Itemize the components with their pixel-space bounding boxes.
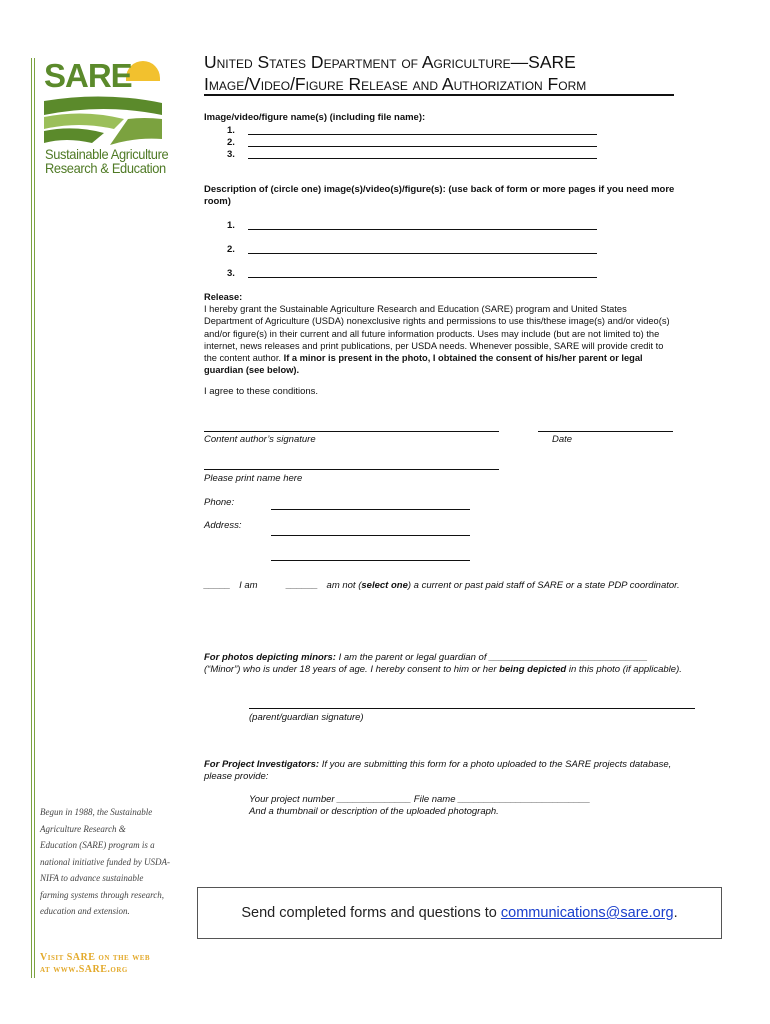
- minors-line-2: (“Minor”) who is under 18 years of age. I hereby consent to him or her being depicted in this photo (if applicable).: [204, 664, 682, 675]
- description-item-number: 1.: [227, 220, 235, 231]
- agree-text: I agree to these conditions.: [204, 386, 319, 397]
- minors-heading: For photos depicting minors:: [204, 652, 336, 663]
- release-line: Department of Agriculture (USDA) nonexclusive rights and permissions to use this/these image(s) and/or video(s): [204, 316, 670, 327]
- am-not-blank[interactable]: ______: [286, 580, 318, 591]
- name-field-1[interactable]: [248, 134, 597, 135]
- phone-field[interactable]: [271, 509, 470, 510]
- i-am-blank[interactable]: _____: [204, 580, 231, 591]
- title-rule: [204, 94, 674, 96]
- field-rows-icon: [44, 93, 162, 153]
- release-minor-consent: If a minor is present in the photo, I obtained the consent of his/her parent or legal: [283, 353, 643, 364]
- investigators-line-2: please provide:: [204, 771, 269, 782]
- name-item-number: 1.: [227, 125, 235, 136]
- guardian-signature-field[interactable]: [249, 708, 695, 709]
- title-line-1: United States Department of Agriculture—SARE: [204, 52, 576, 72]
- sare-logo: [44, 57, 174, 176]
- thumbnail-note: And a thumbnail or description of the uploaded photograph.: [249, 806, 499, 817]
- form-title: [204, 51, 674, 95]
- description-field-1[interactable]: [248, 229, 597, 230]
- description-item-number: 2.: [227, 244, 235, 255]
- am-not-label: am not (: [326, 580, 362, 591]
- print-name-field[interactable]: [204, 469, 499, 470]
- email-link[interactable]: communications@sare.org: [500, 905, 674, 921]
- print-name-label: Please print name here: [204, 473, 303, 484]
- name-item-number: 3.: [227, 149, 235, 160]
- staff-statement: [204, 580, 680, 592]
- visit-sare-link[interactable]: Visit SARE on the web at www.SARE.org: [40, 952, 151, 975]
- release-line: the content author.: [204, 353, 284, 364]
- project-number-file-name[interactable]: Your project number ______________ File name _________________________: [249, 794, 591, 805]
- name-item-number: 2.: [227, 137, 235, 148]
- title-line-2: Image/Video/Figure Release and Authorization Form: [204, 74, 587, 94]
- i-am-label: I am: [239, 580, 258, 591]
- description-label-cont: room): [204, 196, 231, 207]
- being-depicted: being depicted: [499, 664, 567, 675]
- send-instructions: Send completed forms and questions to communications@sare.org.: [241, 905, 678, 921]
- logo-wordmark: SARE: [44, 57, 132, 94]
- guardian-signature-label: (parent/guardian signature): [249, 712, 364, 723]
- description-label: Description of (circle one) image(s)/video(s)/figure(s): (use back of form or more pages if you need more: [204, 184, 675, 195]
- name-field-3[interactable]: [248, 158, 597, 159]
- description-field-3[interactable]: [248, 277, 597, 278]
- release-minor-consent-end: guardian (see below).: [204, 365, 300, 376]
- name-field-2[interactable]: [248, 146, 597, 147]
- names-label: Image/video/figure name(s) (including file name):: [204, 112, 426, 123]
- release-line: and/or figure(s) in their current and all future information products. Uses may include (but are not limited to) the: [204, 328, 660, 339]
- release-line: internet, news releases and print publications, per USDA needs. Whenever possible, SARE will provide credit to: [204, 340, 664, 351]
- release-heading: Release:: [204, 292, 243, 302]
- address-field-1[interactable]: [271, 535, 470, 536]
- logo-tagline: Sustainable Agriculture Research & Education: [45, 146, 169, 176]
- address-label: Address:: [204, 520, 242, 531]
- description-item-number: 3.: [227, 268, 235, 279]
- phone-label: Phone:: [204, 497, 235, 508]
- date-label: Date: [552, 434, 573, 445]
- send-instructions-box: [197, 887, 722, 939]
- staff-rest: ) a current or past paid staff of SARE or a state PDP coordinator.: [407, 580, 680, 591]
- author-signature-field[interactable]: [204, 431, 499, 432]
- author-signature-label: Content author’s signature: [204, 434, 316, 445]
- investigators-heading: For Project Investigators:: [204, 759, 320, 770]
- date-field[interactable]: [538, 431, 673, 432]
- address-field-2[interactable]: [271, 560, 470, 561]
- minors-line-1: For photos depicting minors: I am the parent or legal guardian of ______________________________: [204, 652, 648, 663]
- select-one-label: select one: [361, 580, 408, 591]
- investigators-line-1: For Project Investigators: If you are submitting this form for a photo uploaded to the SARE projects database,: [204, 759, 672, 770]
- sidebar-rule: [31, 58, 35, 978]
- release-text: [204, 291, 714, 376]
- sare-about-note: Begun in 1988, the Sustainable Agriculture Research & Education (SARE) program is a national initiative funded by USDA- NIFA to advance sustainable farming systems through research, education and extension.: [40, 807, 170, 916]
- release-line: I hereby grant the Sustainable Agriculture Research and Education (SARE) program and United States: [204, 304, 627, 315]
- description-field-2[interactable]: [248, 253, 597, 254]
